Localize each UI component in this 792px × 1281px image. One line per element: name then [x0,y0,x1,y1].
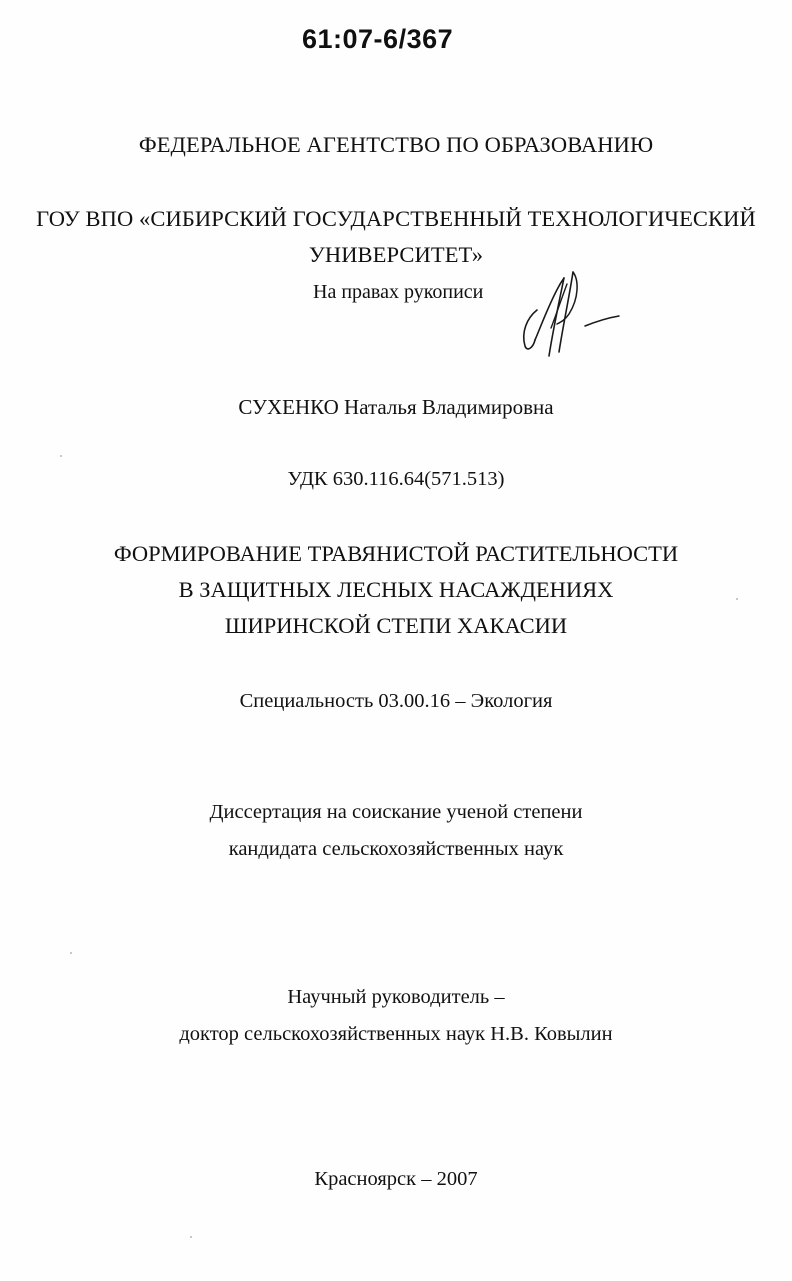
dissertation-title-line-3: ШИРИНСКОЙ СТЕПИ ХАКАСИИ [224,613,568,638]
author-name: СУХЕНКО Наталья Владимировна [238,395,554,419]
degree-line-1: Диссертация на соискание ученой степени [209,801,583,823]
scan-speck [70,952,72,954]
scan-speck [60,455,62,457]
manuscript-rights-note: На правах рукописи [313,281,484,303]
supervisor-name: доктор сельскохозяйственных наук Н.В. Ковылин [179,1023,613,1045]
university-name-line-2: УНИВЕРСИТЕТ» [308,242,484,267]
handwritten-signature-icon [515,268,625,368]
archive-code-stamp: 61:07-6/367 [302,24,454,54]
agency-name: ФЕДЕРАЛЬНОЕ АГЕНТСТВО ПО ОБРАЗОВАНИЮ [138,132,654,157]
specialty-line: Специальность 03.00.16 – Экология [239,690,553,712]
university-name-line-1: ГОУ ВПО «СИБИРСКИЙ ГОСУДАРСТВЕННЫЙ ТЕХНОЛОГИЧЕСКИЙ [36,206,756,231]
degree-line-2: кандидата сельскохозяйственных наук [228,838,564,860]
scan-speck [736,598,738,600]
scan-speck [190,1236,192,1238]
supervisor-label: Научный руководитель – [287,986,505,1008]
dissertation-title-line-2: В ЗАЩИТНЫХ ЛЕСНЫХ НАСАЖДЕНИЯХ [178,577,614,602]
udc-code: УДК 630.116.64(571.513) [287,468,505,490]
dissertation-title-line-1: ФОРМИРОВАНИЕ ТРАВЯНИСТОЙ РАСТИТЕЛЬНОСТИ [113,541,679,566]
place-and-year: Красноярск – 2007 [314,1168,478,1190]
